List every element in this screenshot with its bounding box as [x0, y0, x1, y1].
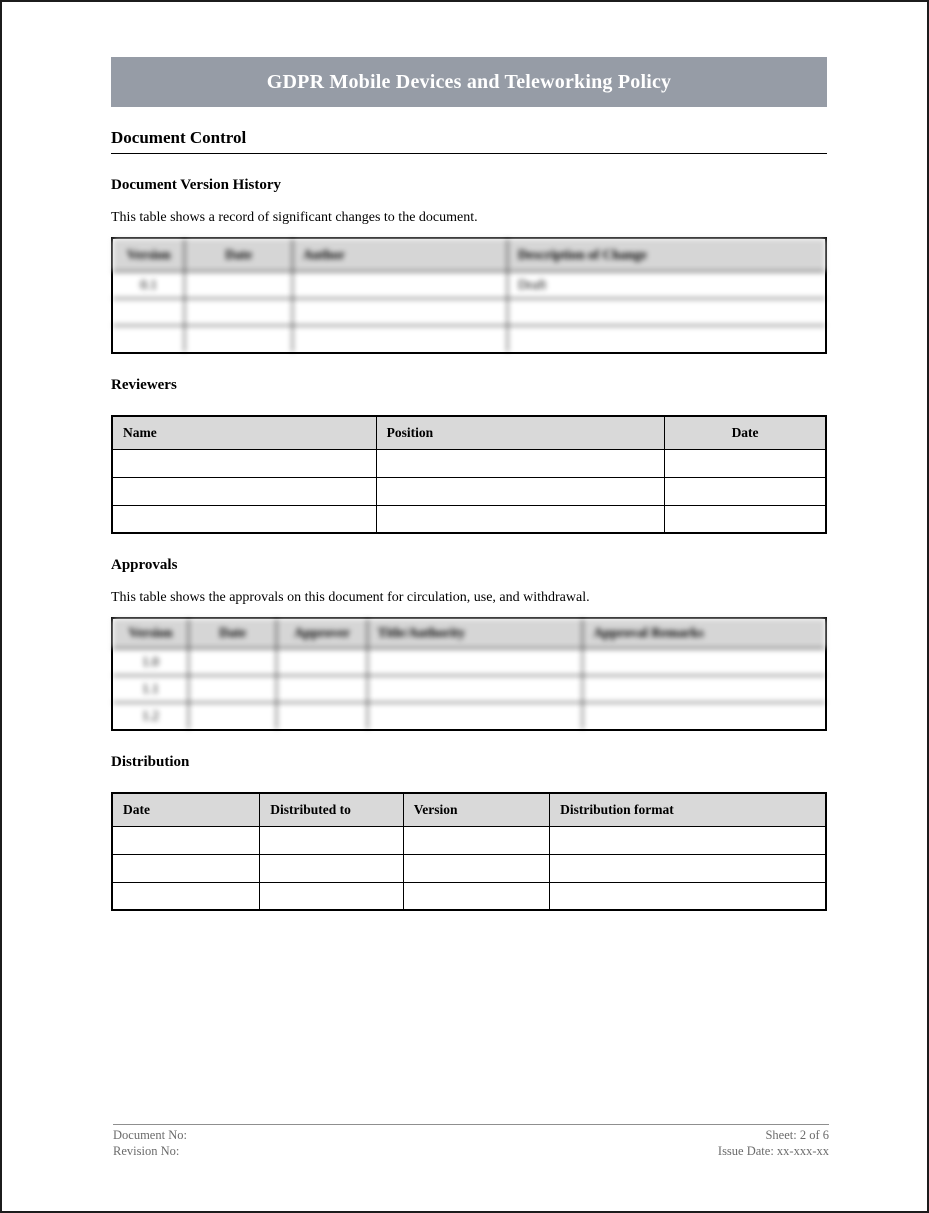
table-cell — [292, 298, 507, 325]
column-header: Position — [376, 416, 664, 449]
table-cell — [583, 702, 825, 729]
table-cell — [507, 298, 825, 325]
table-cell — [507, 325, 825, 352]
table-header-row — [112, 793, 826, 826]
table-row — [112, 477, 826, 505]
version-history-table — [111, 237, 827, 354]
document-title-banner — [111, 57, 827, 107]
table-cell — [665, 477, 826, 505]
heading-reviewers: Reviewers — [111, 377, 177, 393]
footer-revision-no: Revision No: — [113, 1143, 180, 1158]
table-cell — [292, 271, 507, 298]
page-footer — [113, 1124, 829, 1159]
heading-approvals: Approvals — [111, 557, 178, 573]
table-cell — [367, 675, 583, 702]
version-history-description: This table shows a record of significant changes to the document. — [111, 210, 478, 225]
table-cell — [112, 826, 260, 854]
table-cell — [188, 675, 276, 702]
footer-issue-date: Issue Date: xx-xxx-xx — [717, 1143, 829, 1158]
column-header: Distribution format — [550, 793, 826, 826]
table-cell: 1.0 — [113, 648, 188, 675]
column-header: Date — [665, 416, 826, 449]
table-cell — [550, 826, 826, 854]
table-row — [112, 505, 826, 533]
table-cell — [403, 826, 549, 854]
document-title: GDPR Mobile Devices and Teleworking Policy — [266, 70, 672, 93]
table-cell — [188, 702, 276, 729]
footer-sheet: Sheet: 2 of 6 — [765, 1128, 829, 1142]
table-cell — [665, 505, 826, 533]
table-cell — [292, 325, 507, 352]
table-cell — [260, 826, 404, 854]
table-header-row — [113, 619, 825, 648]
table-cell — [583, 675, 825, 702]
table-row — [113, 298, 825, 325]
table-cell — [665, 449, 826, 477]
table-row — [112, 882, 826, 910]
table-cell: 1.1 — [113, 675, 188, 702]
column-header: Distributed to — [260, 793, 404, 826]
reviewers-table — [111, 415, 827, 534]
table-cell — [112, 505, 376, 533]
table-cell — [112, 449, 376, 477]
column-header: Name — [112, 416, 376, 449]
table-cell — [583, 648, 825, 675]
heading-distribution: Distribution — [111, 754, 190, 770]
table-cell — [112, 854, 260, 882]
table-cell — [260, 854, 404, 882]
table-cell — [277, 675, 367, 702]
table-cell — [260, 882, 404, 910]
table-row — [113, 325, 825, 352]
distribution-table — [111, 792, 827, 911]
table-cell — [112, 477, 376, 505]
table-cell: 1.2 — [113, 702, 188, 729]
approvals-description: This table shows the approvals on this document for circulation, use, and withdrawal. — [111, 590, 590, 605]
table-row — [113, 271, 825, 298]
table-cell: 0.1 — [113, 271, 185, 298]
table-cell — [113, 298, 185, 325]
table-cell — [550, 854, 826, 882]
column-header: Author — [292, 239, 507, 271]
table-header-row — [113, 239, 825, 271]
table-cell — [367, 702, 583, 729]
table-cell — [550, 882, 826, 910]
table-row — [113, 675, 825, 702]
table-cell — [185, 271, 293, 298]
column-header: Date — [188, 619, 276, 648]
table-row — [112, 449, 826, 477]
column-header: Date — [185, 239, 293, 271]
table-cell — [403, 854, 549, 882]
column-header: Description of Change — [507, 239, 825, 271]
table-cell — [277, 702, 367, 729]
approvals-table — [111, 617, 827, 731]
column-header: Version — [403, 793, 549, 826]
table-cell — [376, 477, 664, 505]
table-row — [113, 702, 825, 729]
table-row — [112, 826, 826, 854]
column-header: Title/Authority — [367, 619, 583, 648]
table-cell — [376, 505, 664, 533]
table-cell — [112, 882, 260, 910]
table-row — [112, 854, 826, 882]
footer-document-no: Document No: — [113, 1128, 187, 1142]
table-cell — [367, 648, 583, 675]
table-cell — [403, 882, 549, 910]
table-cell: Draft — [507, 271, 825, 298]
table-cell — [185, 298, 293, 325]
table-header-row — [112, 416, 826, 449]
heading-version-history: Document Version History — [111, 177, 281, 193]
column-header: Approver — [277, 619, 367, 648]
column-header: Version — [113, 619, 188, 648]
section-heading-document-control: Document Control — [111, 128, 827, 154]
column-header: Approval Remarks — [583, 619, 825, 648]
table-row — [113, 648, 825, 675]
table-cell — [376, 449, 664, 477]
table-cell — [277, 648, 367, 675]
column-header: Date — [112, 793, 260, 826]
table-cell — [188, 648, 276, 675]
table-cell — [185, 325, 293, 352]
column-header: Version — [113, 239, 185, 271]
table-cell — [113, 325, 185, 352]
